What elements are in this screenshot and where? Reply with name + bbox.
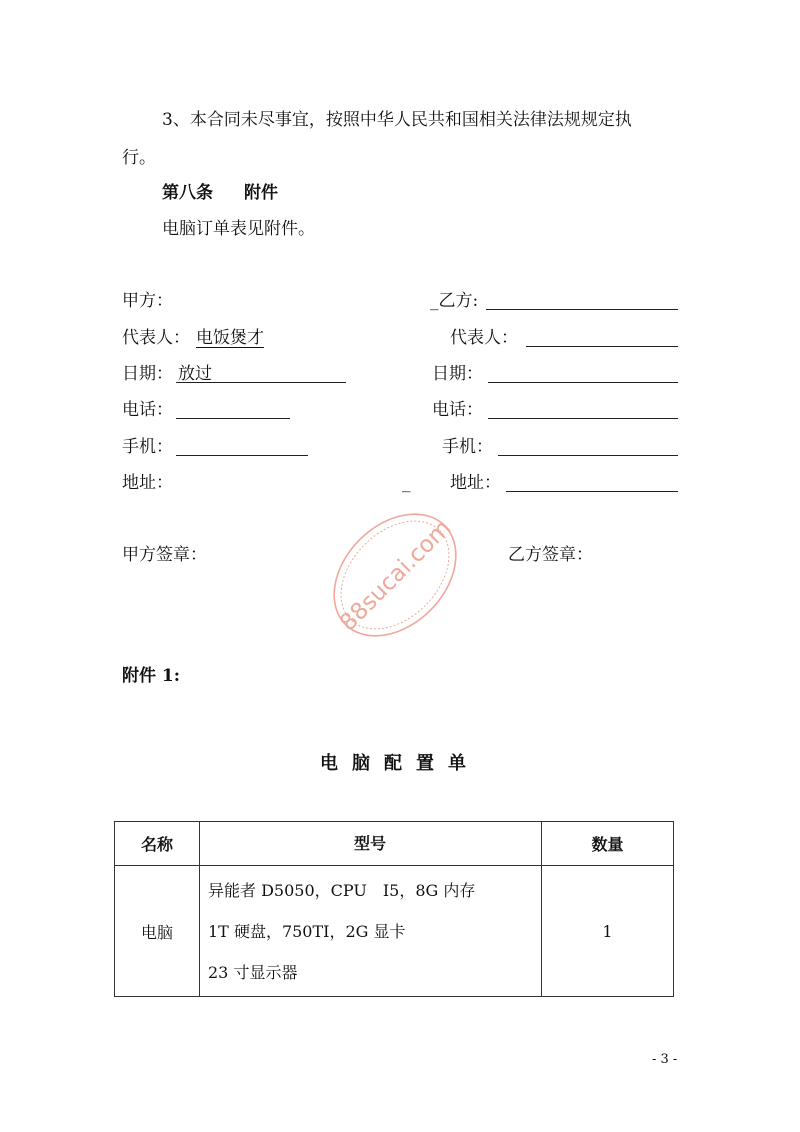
- header-qty: 数量: [542, 822, 674, 866]
- party-a-rep-label: 代表人：: [122, 328, 190, 348]
- model-line-3: 23 寸显示器: [208, 962, 298, 982]
- party-b-underline: [486, 309, 678, 310]
- attachment-label: 附件 1:: [122, 666, 181, 686]
- party-b-address-label: 地址：: [450, 473, 501, 493]
- model-line-2: 1T 硬盘，750TI，2G 显卡: [208, 921, 406, 941]
- party-a-rep-value: 电饭煲才: [196, 328, 264, 348]
- party-a-mobile-label: 手机：: [122, 437, 173, 457]
- article-8-body: 电脑订单表见附件。: [162, 219, 315, 239]
- article-8-name: 附件: [244, 183, 278, 203]
- party-b-phone-label: 电话：: [432, 400, 483, 420]
- table-row: [115, 866, 674, 997]
- header-model: 型号: [200, 822, 542, 866]
- party-b-date-underline: [488, 382, 678, 383]
- config-table: [114, 821, 674, 997]
- article-8-title: 第八条: [162, 183, 213, 203]
- cell-qty: 1: [542, 866, 674, 997]
- party-b-signature-label: 乙方签章：: [508, 545, 593, 565]
- party-b-phone-underline: [488, 418, 678, 419]
- clause-3-line-2: 行。: [122, 148, 156, 168]
- party-a-label: 甲方：: [122, 291, 173, 311]
- party-a-date-value: 放过: [178, 364, 212, 384]
- cell-name: 电脑: [115, 866, 200, 997]
- party-b-date-label: 日期：: [432, 364, 483, 384]
- party-b-rep-underline: [526, 346, 678, 347]
- cell-model: [200, 866, 542, 997]
- party-b-mobile-underline: [498, 455, 678, 456]
- table-header-row: [115, 822, 674, 866]
- party-b-address-underline: [506, 491, 678, 492]
- party-a-phone-label: 电话：: [122, 400, 173, 420]
- party-a-phone-underline: [176, 418, 290, 419]
- underscore-mark: _: [402, 473, 411, 493]
- party-a-signature-label: 甲方签章：: [122, 545, 207, 565]
- party-b-rep-label: 代表人：: [450, 328, 518, 348]
- party-b-label: _乙方:: [430, 291, 479, 311]
- party-a-date-underline: [176, 382, 346, 383]
- party-a-address-label: 地址：: [122, 473, 173, 493]
- clause-3-line-1: 3、本合同未尽事宜，按照中华人民共和国相关法律法规规定执: [162, 110, 632, 130]
- watermark-stamp: [322, 502, 468, 648]
- config-title: 电脑配置单: [320, 753, 480, 774]
- watermark-text: 88sucai.com: [335, 515, 457, 637]
- model-line-1: 异能者 D5050，CPU I5，8G 内存: [208, 880, 476, 900]
- header-name: 名称: [115, 822, 200, 866]
- party-a-mobile-underline: [176, 455, 308, 456]
- party-a-date-label: 日期：: [122, 364, 173, 384]
- party-b-mobile-label: 手机：: [442, 437, 493, 457]
- page-number: - 3 -: [652, 1052, 678, 1067]
